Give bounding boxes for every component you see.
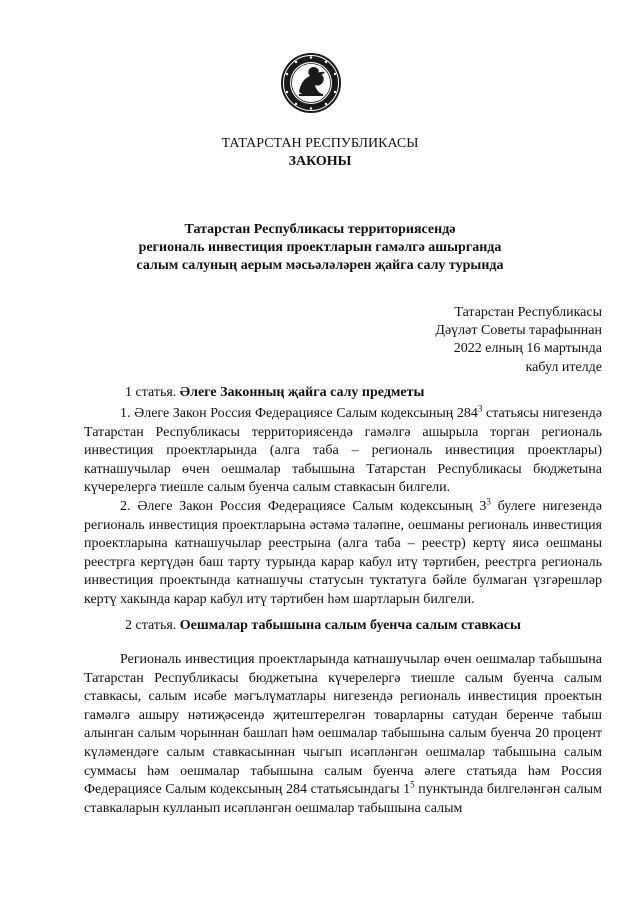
adoption-line-4: кабул ителде — [525, 359, 602, 375]
article-1-paragraph-2: 2. Әлеге Закон Россия Федерациясе Салым кодексының $3^3$ булеге нигезендә региональ инвестиция проектларына әстәмә таләпне, оешманы региональ инвестиция проектларына катнашучылар реестрына (алга таба – реестр) кертү яисә оешманы реестрга кертүдән баш тарту турында карар кабул итү тәртибен, реестрга региональ инвестиция проектында катнашучы статусын туктатуга бәйле булмаган үзгәрешләр кертү хакында карар кабул итү тәртибен һәм шартларын билгели. — [84, 496, 602, 607]
coat-of-arms-icon — [280, 52, 342, 114]
adoption-line-3: 2022 елның 16 мартында — [453, 341, 602, 357]
republic-name: ТАТАРСТАН РЕСПУБЛИКАСЫ — [221, 136, 419, 151]
law-label: ЗАКОНЫ — [288, 154, 352, 169]
law-title-line-3: салым салуның аерым мәсьәләләрен җайга салу турында — [136, 258, 504, 274]
article-2-title: Оешмалар табышына салым буенча салым ставкасы — [179, 618, 521, 633]
adoption-note — [435, 304, 602, 377]
article-1-number: 1 статья. — [125, 385, 177, 400]
article-2-heading — [125, 617, 521, 636]
article-1-title: Әлеге Законның җайга салу предметы — [179, 385, 425, 400]
article-2-number: 2 статья. — [125, 618, 177, 633]
adoption-line-2: Дәүләт Советы тарафыннан — [435, 323, 602, 339]
law-title — [0, 221, 640, 276]
law-title-line-1: Татарстан Республикасы территориясендә — [184, 222, 456, 237]
law-title-line-2: региональ инвестиция проектларын гамәлгә ашырганда — [138, 240, 502, 256]
adoption-line-1: Татарстан Республикасы — [454, 305, 602, 320]
article-1-paragraph-1: 1. Әлеге Закон Россия Федерациясе Салым кодексының $284^3$ статьясы нигезендә Татарстан Республикасы территориясендә гамәлгә ашырыла торган региональ инвестиция проектларында (алга таба – региональ инвестиция проектлары) катнашучылар өчен оешмалар табышына Татарстан Республикасы бюджетына күчерелергә тиешле салым буенча салым ставкасын билгели. — [84, 403, 602, 496]
article-2-paragraph-1: Региональ инвестиция проектларында катнашучылар өчен оешмалар табышына Татарстан Республикасы бюджетына күчерелергә тиешле салым буенча салым ставкасы, салым исәбе мәгълүматлары нигезендә региональ инвестиция проектын гамәлгә ашыру нәтиҗәсендә җитештерелгән товарларны сатудан беренче табыш алынган салым чорыннан башлап һәм оешмалар табышына салым буенча 20 процент күләмендәге салым ставкасыннан чыгып исәпләнгән оешмалар табышына салым суммасы һәм оешмалар табышына салым буенча әлеге статьяда һәм Россия Федерациясе Салым кодексының 284 статьясындагы $1^5$ пунктында билгеләнгән салым ставкаларын кулланып исәпләнгән оешмалар табышына салым — [84, 652, 602, 816]
article-1-heading — [125, 384, 424, 403]
